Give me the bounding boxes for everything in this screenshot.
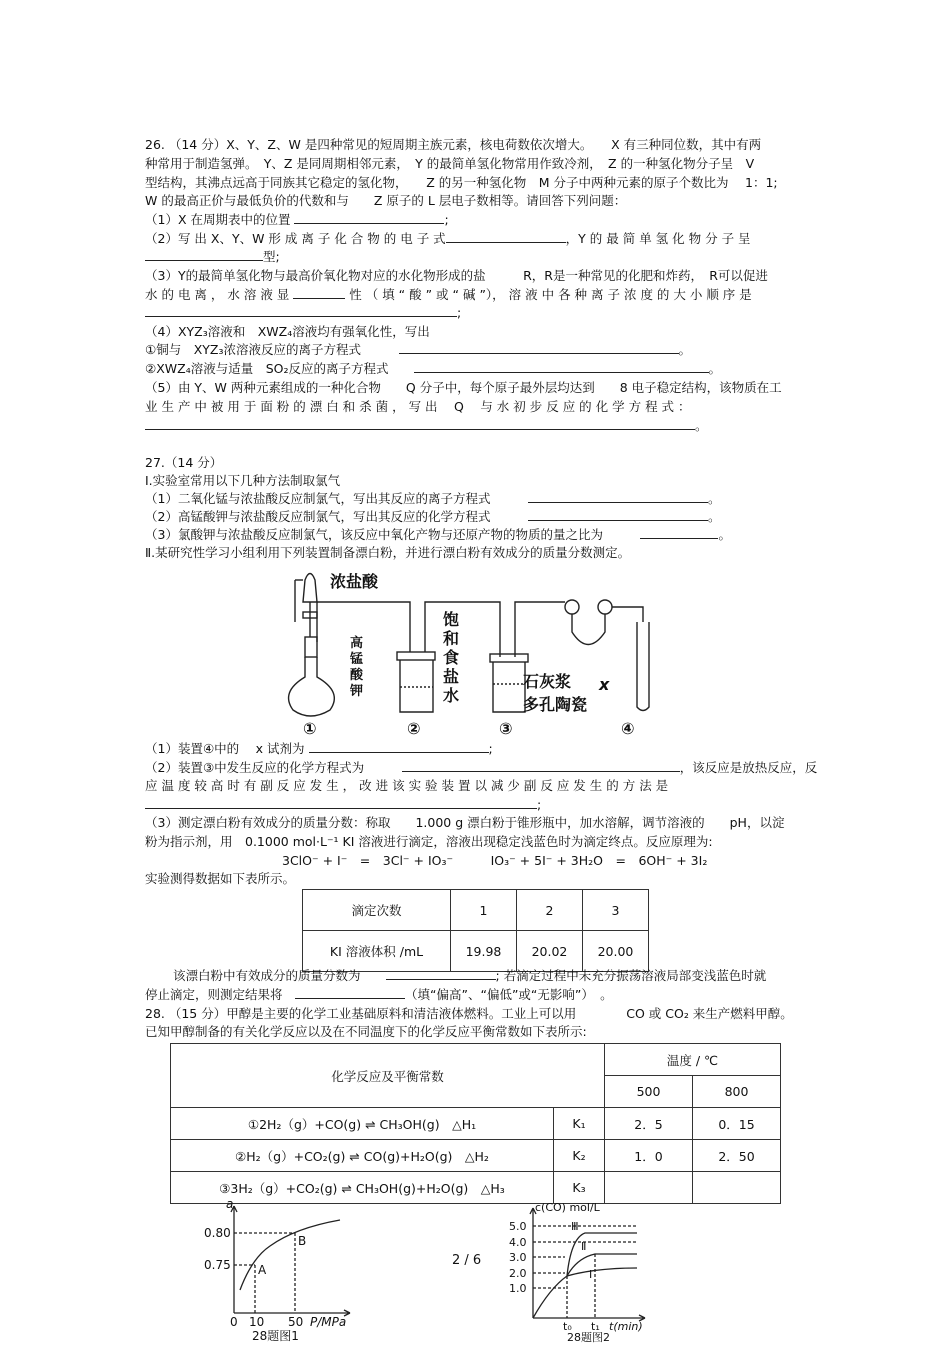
fig2-ytick: 2.0 xyxy=(509,1267,527,1280)
q26-sub5-b: 业 生 产 中 被 用 于 面 粉 的 漂 白 和 杀 菌 ， 写 出 Q 与 水 初 步 反 应 的 化 学 方 程 式 ： xyxy=(145,399,691,414)
q27-s1-q3: （3）氯酸钾与浓盐酸反应制氯气，该反应中氧化产物与还原产物的物质的量之比为 。 xyxy=(145,527,731,542)
fig1-title: 28题图1 xyxy=(252,1329,299,1343)
q27-p9-text-b: ; 若滴定过程中未充分振荡溶液局部变浅蓝色时就 xyxy=(495,968,767,983)
fig1-ylabel: a xyxy=(226,1198,234,1211)
flask-stopper xyxy=(305,637,317,657)
fig2-ytick: 4.0 xyxy=(509,1236,527,1249)
table-header: 温度 / ℃ xyxy=(605,1044,781,1076)
q26-sub5: （5）由 Y、W 两种元素组成的一种化合物 Q 分子中，每个原子最外层均达到 8 电子稳定结构，该物质在工 xyxy=(145,380,782,395)
fig2-ylabel: c(CO) mol/L xyxy=(535,1201,600,1214)
q26-line4: W 的最高正价与最低负价的代数和与 Z 原子的 L 层电子数相等。请回答下列问题： xyxy=(145,193,627,208)
apparatus-diagram xyxy=(285,562,665,742)
q27-title: 27.（14 分） xyxy=(145,455,223,470)
table-row xyxy=(171,1108,781,1140)
q27-s1-q2: （2）高锰酸钾与浓盐酸反应制氯气，写出其反应的化学方程式 。 xyxy=(145,509,721,524)
table-cell: 2 xyxy=(517,890,583,931)
equilibrium-table xyxy=(170,1043,781,1204)
table-cell: K₂ xyxy=(554,1140,605,1172)
q27-p6: 粉为指示剂，用 0.1000 mol·L⁻¹ KI 溶液进行滴定，溶液出现稳定浅蓝色时为滴定终点。反应原理为: xyxy=(145,834,713,849)
q26-line2: 种常用于制造氢弹。 Y、Z 是同周期相邻元素， Y 的最简单氢化物常用作致冷剂， Z 的一种氢化物分子呈 V xyxy=(145,156,755,171)
q27-s1-q1-text: （1）二氧化锰与浓盐酸反应制氯气，写出其反应的离子方程式 xyxy=(145,491,491,506)
table-header: 化学反应及平衡常数 xyxy=(171,1044,605,1108)
q27-p9 xyxy=(173,968,766,984)
answer-blank[interactable] xyxy=(309,741,489,753)
table-row xyxy=(171,1140,781,1172)
figure-2-chart xyxy=(505,1198,665,1343)
fig2-series-label-3: Ⅲ xyxy=(571,1220,579,1233)
q28-line1: 28. （15 分）甲醇是主要的化学工业基础原料和清洁液体燃料。工业上可以用 CO 或 CO₂ 来生产燃料甲醇。 xyxy=(145,1006,793,1021)
q26-sub4-1: ①铜与 XYZ₃浓溶液反应的离子方程式 。 xyxy=(145,342,692,357)
label-porous: 多孔陶瓷 xyxy=(523,695,588,714)
q26-line3: 型结构，其沸点远高于同族其它稳定的氢化物， Z 的另一种氢化物 M 分子中两种元素的原子个数比为 1：1; xyxy=(145,175,778,190)
q26-sub2-end xyxy=(145,249,280,265)
table-cell: 19.98 xyxy=(451,931,517,972)
q27-reaction: 3ClO⁻ + I⁻ = 3Cl⁻ + IO₃⁻ IO₃⁻ + 5I⁻ + 3H₂O = 6OH⁻ + 3I₂ xyxy=(282,853,708,868)
fig2-series-1 xyxy=(533,1268,637,1318)
answer-blank[interactable] xyxy=(386,968,496,980)
u-tube xyxy=(572,614,605,645)
q26-line1: 26. （14 分）X、Y、Z、W 是四种常见的短周期主族元素，核电荷数依次增大。 X 有三种同位数，其中有两 xyxy=(145,137,762,152)
answer-blank[interactable] xyxy=(295,987,405,999)
fig2-title: 28题图2 xyxy=(567,1331,610,1343)
label-num-2: ② xyxy=(407,719,421,738)
q26-sub3-text-a: 水 的 电 离 ， 水 溶 液 显 xyxy=(145,287,290,302)
label-num-1: ① xyxy=(303,719,317,738)
fig1-ytick: 0.80 xyxy=(204,1226,231,1240)
label-x: x xyxy=(599,675,610,694)
table-cell: 20.02 xyxy=(517,931,583,972)
label-kmno4-2: 锰 xyxy=(350,652,364,667)
label-num-4: ④ xyxy=(621,719,635,738)
answer-blank[interactable] xyxy=(145,797,537,809)
q26-sub2-text-b: ，Y 的 最 简 单 氢 化 物 分 子 呈 xyxy=(565,231,751,246)
q27-p8: 实验测得数据如下表所示。 xyxy=(145,871,296,886)
answer-blank[interactable] xyxy=(402,760,680,772)
titration-table xyxy=(302,889,649,972)
test-tube xyxy=(637,622,649,711)
table-row xyxy=(171,1044,781,1076)
answer-blank[interactable] xyxy=(145,418,695,430)
label-brine-3: 食 xyxy=(443,648,460,667)
label-lime: 石灰浆 xyxy=(523,672,572,691)
q26-sub1-text: （1）X 在周期表中的位置 xyxy=(145,212,291,227)
round-flask xyxy=(289,657,335,716)
q26-sub2-text-a: （2）写 出 X、Y、W 形 成 离 子 化 合 物 的 电 子 式 xyxy=(145,231,446,246)
fig2-ytick: 5.0 xyxy=(509,1220,527,1233)
answer-blank[interactable] xyxy=(414,361,709,373)
q27-s1-q1: （1）二氧化锰与浓盐酸反应制氯气，写出其反应的离子方程式 。 xyxy=(145,491,721,506)
table-cell: 20.00 xyxy=(583,931,649,972)
fig2-series-label-1: Ⅰ xyxy=(589,1268,593,1281)
label-kmno4-3: 酸 xyxy=(350,668,364,683)
fig2-xlabel: t(min) xyxy=(609,1320,643,1333)
answer-blank[interactable] xyxy=(294,212,444,224)
q27-p10-text-b: （填“偏高”、“偏低”或“无影响”） 。 xyxy=(405,987,613,1002)
q26-sub4-2: ②XWZ₄溶液与适量 SO₂反应的离子方程式 。 xyxy=(145,361,722,376)
table-cell: 1．0 xyxy=(605,1140,693,1172)
table-cell: K₁ xyxy=(554,1108,605,1140)
fig2-series-label-2: Ⅱ xyxy=(581,1240,587,1253)
fig1-xtick: 10 xyxy=(249,1315,265,1329)
q26-sub3-b xyxy=(145,287,752,303)
bottle-2 xyxy=(400,660,433,712)
q27-p3: 应 温 度 较 高 时 有 副 反 应 发 生 ， 改 进 该 实 验 装 置 以 减 少 副 反 应 发 生 的 方 法 是 xyxy=(145,778,669,793)
dropping-funnel xyxy=(303,574,317,603)
label-conc-hcl: 浓盐酸 xyxy=(330,572,379,591)
q27-p2 xyxy=(145,760,817,776)
label-kmno4-4: 钾 xyxy=(350,684,364,699)
table-cell: ②H₂（g）+CO₂(g) ⇌ CO(g)+H₂O(g) △H₂ xyxy=(171,1140,554,1172)
q26-sub3: （3）Y的最简单氢化物与最高价氧化物对应的水化物形成的盐 R，R是一种常见的化肥和炸药， R可以促进 xyxy=(145,268,768,283)
q27-s1-q2-text: （2）高锰酸钾与浓盐酸反应制氯气，写出其反应的化学方程式 xyxy=(145,509,491,524)
q27-p9-text-a: 该漂白粉中有效成分的质量分数为 xyxy=(173,968,361,983)
table-cell xyxy=(693,1172,781,1204)
q26-sub1: （1）X 在周期表中的位置 ; xyxy=(145,212,449,227)
answer-blank[interactable] xyxy=(293,287,345,299)
table-header: 800 xyxy=(693,1076,781,1108)
q27-s1-q3-text: （3）氯酸钾与浓盐酸反应制氯气，该反应中氧化产物与还原产物的物质的量之比为 xyxy=(145,527,603,542)
q26-sub2 xyxy=(145,231,751,247)
label-brine-5: 水 xyxy=(443,686,460,705)
table-cell: ③3H₂（g）+CO₂(g) ⇌ CH₃OH(g)+H₂O(g) △H₃ xyxy=(171,1172,554,1204)
q27-p1: （1）装置④中的 x 试剂为 ; xyxy=(145,741,493,756)
figure-1-chart xyxy=(200,1198,360,1343)
q27-p2-text-b: ，该反应是放热反应，反 xyxy=(679,760,818,775)
q27-p2-text-a: （2）装置③中发生反应的化学方程式为 xyxy=(145,760,365,775)
table-cell: 3 xyxy=(583,890,649,931)
answer-blank[interactable] xyxy=(640,527,718,539)
table-cell: 2．5 xyxy=(605,1108,693,1140)
fig1-point-b: B xyxy=(298,1234,307,1248)
label-brine-1: 饱 xyxy=(443,610,460,629)
fig2-series-2 xyxy=(567,1254,637,1276)
q26-sub4-2-text: ②XWZ₄溶液与适量 SO₂反应的离子方程式 xyxy=(145,361,389,376)
table-cell: 2．50 xyxy=(693,1140,781,1172)
fig1-ytick: 0.75 xyxy=(204,1258,231,1272)
q27-p10-text-a: 停止滴定，则测定结果将 xyxy=(145,987,283,1002)
q26-sub2-end-text: 型; xyxy=(263,249,280,264)
fig1-xlabel: P/MPa xyxy=(310,1315,347,1329)
q27-section2: Ⅱ.某研究性学习小组利用下列装置制备漂白粉，并进行漂白粉有效成分的质量分数测定。 xyxy=(145,545,631,560)
page-number: 2 / 6 xyxy=(452,1253,482,1268)
fig1-curve xyxy=(240,1220,340,1290)
answer-blank[interactable] xyxy=(528,491,708,503)
table-row xyxy=(303,931,649,972)
fig2-ytick: 3.0 xyxy=(509,1251,527,1264)
table-cell: ①2H₂（g）+CO(g) ⇌ CH₃OH(g) △H₁ xyxy=(171,1108,554,1140)
label-kmno4-1: 高 xyxy=(350,636,364,651)
fig1-xtick: 0 xyxy=(230,1315,238,1329)
fig2-xtick: t₁ xyxy=(591,1320,600,1333)
answer-blank[interactable] xyxy=(399,342,679,354)
q27-section1: Ⅰ.实验室常用以下几种方法制取氯气 xyxy=(145,473,341,488)
label-brine-2: 和 xyxy=(443,629,460,648)
q27-p10 xyxy=(145,987,613,1003)
q26-sub4: （4）XYZ₃溶液和 XWZ₄溶液均有强氧化性，写出 xyxy=(145,324,430,339)
fig2-ytick: 1.0 xyxy=(509,1282,527,1295)
q28-line2: 已知甲醇制备的有关化学反应以及在不同温度下的化学反应平衡常数如下表所示: xyxy=(145,1024,587,1039)
q26-sub4-1-text: ①铜与 XYZ₃浓溶液反应的离子方程式 xyxy=(145,342,361,357)
q27-p5: （3）测定漂白粉有效成分的质量分数：称取 1.000 g 漂白粉于锥形瓶中，加水溶解，调节溶液的 pH，以淀 xyxy=(145,815,785,830)
label-num-3: ③ xyxy=(499,719,513,738)
q26-sub3-text-b: 性 （ 填 “ 酸 ” 或 “ 碱 ”）， 溶 液 中 各 种 离 子 浓 度 的 大 小 顺 序 是 xyxy=(349,287,752,302)
bottle-3 xyxy=(493,662,525,712)
fig2-xtick: t₀ xyxy=(563,1320,572,1333)
table-cell: 滴定次数 xyxy=(303,890,451,931)
table-header: 500 xyxy=(605,1076,693,1108)
table-cell: 0．15 xyxy=(693,1108,781,1140)
q26-sub5-c: 。 xyxy=(145,418,708,434)
label-brine-4: 盐 xyxy=(443,667,460,686)
q27-p1-text: （1）装置④中的 x 试剂为 xyxy=(145,741,305,756)
answer-blank[interactable] xyxy=(145,249,263,261)
fig1-xtick: 50 xyxy=(288,1315,304,1329)
answer-blank[interactable] xyxy=(528,509,708,521)
table-cell: 1 xyxy=(451,890,517,931)
table-cell: KI 溶液体积 /mL xyxy=(303,931,451,972)
q27-p4: ; xyxy=(145,797,541,813)
q26-sub3-c: ; xyxy=(145,305,461,321)
table-cell: K₃ xyxy=(554,1172,605,1204)
fig1-point-a: A xyxy=(258,1263,267,1277)
table-row xyxy=(303,890,649,931)
answer-blank[interactable] xyxy=(446,231,566,243)
answer-blank[interactable] xyxy=(145,305,457,317)
